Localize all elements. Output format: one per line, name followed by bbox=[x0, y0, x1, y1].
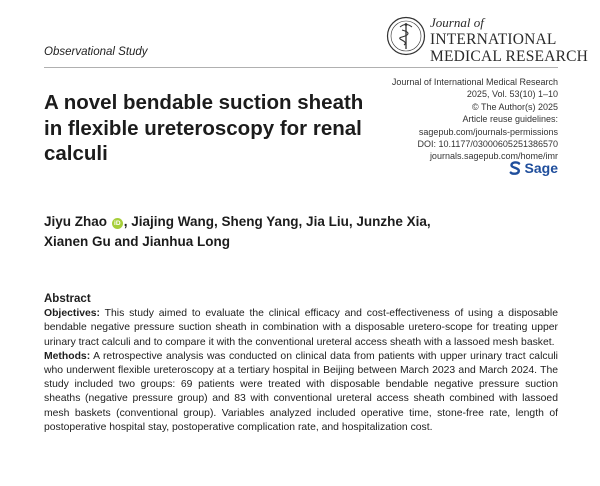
objectives-label: Objectives: bbox=[44, 308, 101, 320]
copyright: © The Author(s) 2025 bbox=[471, 101, 558, 112]
citation-volume: 2025, Vol. 53(10) 1–10 bbox=[466, 89, 558, 100]
publisher-name: Sage bbox=[524, 160, 558, 176]
author-list bbox=[44, 212, 464, 252]
article-type: Observational Study bbox=[44, 46, 148, 58]
abstract-methods bbox=[44, 350, 558, 435]
reuse-label: Article reuse guidelines: bbox=[462, 114, 558, 125]
orcid-icon[interactable]: iD bbox=[112, 218, 123, 229]
abstract-heading: Abstract bbox=[44, 293, 91, 305]
header-divider bbox=[44, 67, 558, 68]
journal-seal-icon bbox=[386, 16, 426, 56]
publisher-logo bbox=[509, 160, 558, 176]
journal-name-prefix: Journal of bbox=[430, 15, 484, 30]
journal-link[interactable]: journals.sagepub.com/home/imr bbox=[429, 151, 558, 162]
author-names: , Jiajing Wang, Sheng Yang, Jia Liu, Junzhe Xia, Xianen Gu and Jianhua Long bbox=[44, 214, 431, 249]
methods-text: A retrospective analysis was conducted on clinical data from patients with upper urinary tract calculi who underwent flexible ureteroscopy at a tertiary hospital in Beijing between March 2023 and March 2024. The study included two groups: 69 patients were treated with disposable bendable negative pressure suction sheaths (negative pressure group) and 83 with conventional ureteral access sheath combined with lassoed mesh baskets (conventional group). Variables analyzed included operative time, stone-free rate, length of postoperative hospital stay, postoperative complication rate, and hospitalization cost. bbox=[44, 350, 558, 433]
journal-name-line: INTERNATIONAL bbox=[430, 31, 557, 48]
citation-journal: Journal of International Medical Research bbox=[391, 77, 558, 87]
sage-logo-icon bbox=[509, 161, 521, 175]
objectives-text: This study aimed to evaluate the clinical efficacy and cost-effectiveness of using a disposable bendable negative pressure suction sheath in combination with a disposable uretero-scope for treating upper urinary tract calculi and to compare it with the conventional ureteral access sheath with a lassoed mesh basket. bbox=[44, 308, 558, 348]
methods-label: Methods: bbox=[44, 350, 91, 362]
reuse-link[interactable]: sagepub.com/journals-permissions bbox=[418, 126, 558, 137]
journal-name-line: MEDICAL RESEARCH bbox=[430, 48, 589, 65]
doi[interactable]: DOI: 10.1177/03000605251386570 bbox=[417, 139, 558, 150]
article-title: A novel bendable suction sheath in flexible ureteroscopy for renal calculi bbox=[44, 91, 364, 165]
abstract-objectives bbox=[44, 307, 558, 350]
article-metadata bbox=[392, 76, 558, 163]
journal-logo bbox=[386, 14, 589, 68]
abstract bbox=[44, 292, 558, 435]
author-name: Jiyu Zhao bbox=[44, 214, 108, 229]
